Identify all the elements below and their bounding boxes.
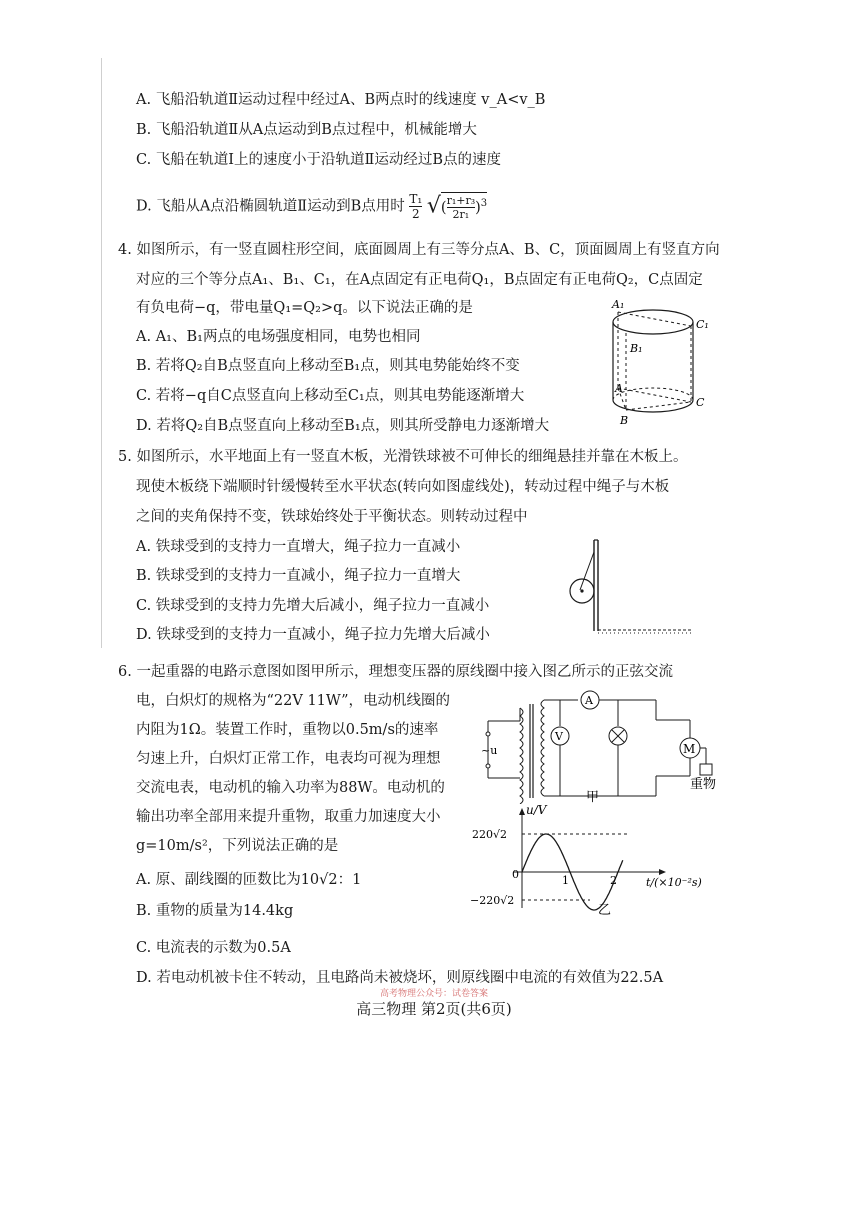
q6-option-b: B. 重物的质量为14.4kg (136, 903, 294, 919)
board-ball-figure (558, 538, 698, 638)
q3-d-fraction (409, 192, 422, 221)
q3-d-inner-num: r₁+r₃ (446, 194, 476, 208)
circuit-figure-jia (478, 686, 728, 804)
origin-label: 0 (512, 868, 519, 881)
q3-option-d (136, 192, 487, 232)
q4-stem-line3: 有负电荷−q，带电量Q₁=Q₂>q。以下说法正确的是 (136, 300, 473, 316)
q3-d-frac-num: T₁ (409, 192, 423, 207)
q4-option-c: C. 若将−q自C点竖直向上移动至C₁点，则其电势能逐渐增大 (136, 388, 525, 404)
label-c1: C₁ (696, 318, 709, 331)
q5-option-c: C. 铁球受到的支持力先增大后减小，绳子拉力一直减小 (136, 598, 490, 614)
q6-option-c: C. 电流表的示数为0.5A (136, 940, 291, 956)
label-b: B (620, 414, 629, 427)
q4-option-a: A. A₁、B₁两点的电场强度相同，电势也相同 (136, 329, 421, 345)
y-tick-positive: 220√2 (472, 828, 508, 841)
sqrt-icon: √ (426, 193, 441, 219)
weight-label: 重物 (690, 777, 717, 792)
y-tick-negative: −220√2 (470, 894, 515, 907)
q6-stem-line3: 内阻为1Ω。装置工作时，重物以0.5m/s的速率 (136, 722, 439, 738)
q5-stem-line3: 之间的夹角保持不变，铁球始终处于平衡状态。则转动过程中 (136, 509, 528, 525)
binding-margin-line (101, 58, 102, 648)
ammeter-label: A (585, 694, 593, 707)
y-axis-label: u/V (526, 803, 547, 817)
label-b1: B₁ (630, 342, 643, 355)
page-footer: 高三物理 第2页(共6页) (356, 1000, 512, 1018)
q3-d-inner-den: 2r₁ (452, 208, 470, 222)
q6-stem-line1: 6. 一起重器的电路示意图如图甲所示，理想变压器的原线圈中接入图乙所示的正弦交流 (118, 664, 673, 680)
cylinder-figure (598, 296, 710, 431)
q5-stem-line1: 5. 如图所示，水平地面上有一竖直木板，光滑铁球被不可伸长的细绳悬挂并靠在木板上。 (118, 449, 688, 465)
q3-option-d-text: D. 飞船从A点沿椭圆轨道Ⅱ运动到B点用时 (136, 198, 405, 215)
q4-stem-line2: 对应的三个等分点A₁、B₁、C₁，在A点固定有正电荷Q₁，B点固定有正电荷Q₂，C点固定 (136, 272, 703, 288)
source-label: ~u (481, 744, 498, 757)
motor-label: M (683, 742, 696, 756)
q6-option-d: D. 若电动机被卡住不转动，且电路尚未被烧坏，则原线圈中电流的有效值为22.5A (136, 970, 664, 986)
q3-option-c: C. 飞船在轨道Ⅰ上的速度小于沿轨道Ⅱ运动经过B点的速度 (136, 152, 502, 168)
q4-option-d: D. 若将Q₂自B点竖直向上移动至B₁点，则其所受静电力逐渐增大 (136, 418, 550, 434)
q4-option-b: B. 若将Q₂自B点竖直向上移动至B₁点，则其电势能始终不变 (136, 358, 520, 374)
q5-option-b: B. 铁球受到的支持力一直减小，绳子拉力一直增大 (136, 568, 461, 584)
q6-stem-line4: 匀速上升，白炽灯正常工作，电表均可视为理想 (136, 751, 441, 767)
q3-d-frac-den: 2 (412, 207, 420, 222)
q6-option-a: A. 原、副线圈的匝数比为10√2：1 (136, 872, 362, 888)
label-a: A (615, 382, 623, 395)
sine-chart-yi (470, 800, 720, 920)
q5-option-d: D. 铁球受到的支持力一直减小，绳子拉力先增大后减小 (136, 627, 490, 643)
q5-option-a: A. 铁球受到的支持力一直增大，绳子拉力一直减小 (136, 539, 461, 555)
q5-stem-line2: 现使木板绕下端顺时针缓慢转至水平状态(转向如图虚线处)，转动过程中绳子与木板 (136, 479, 670, 495)
q6-stem-line7: g=10m/s²，下列说法正确的是 (136, 838, 339, 854)
q6-stem-line6: 输出功率全部用来提升重物，取重力加速度大小 (136, 809, 441, 825)
q6-stem-line2: 电，白炽灯的规格为“22V 11W”，电动机线圈的 (136, 693, 450, 709)
figure-caption-jia: 甲 (586, 790, 600, 804)
watermark-stamp: 高考物理公众号：试卷答案 (379, 989, 488, 999)
figure-caption-yi: 乙 (598, 903, 612, 918)
q3-d-radicand: ( $\frac{\text{r₁+r₃}}{\text{2r₁}}$ )$^3$ (441, 192, 487, 221)
q4-stem-line1: 4. 如图所示，有一竖直圆柱形空间，底面圆周上有三等分点A、B、C，顶面圆周上有竖直方向 (118, 242, 720, 258)
q3-d-inner-fraction (447, 194, 476, 221)
x-tick-1: 1 (562, 874, 569, 887)
weight-box (700, 764, 712, 775)
label-a1: A₁ (612, 298, 625, 311)
label-c: C (696, 396, 705, 409)
q6-stem-line5: 交流电表，电动机的输入功率为88W。电动机的 (136, 780, 445, 796)
q3-d-exponent: 3 (480, 198, 488, 209)
x-tick-2: 2 (610, 874, 617, 887)
q3-option-b: B. 飞船沿轨道Ⅱ从A点运动到B点过程中，机械能增大 (136, 122, 477, 138)
q3-option-a: A. 飞船沿轨道Ⅱ运动过程中经过A、B两点时的线速度 v_A<v_B (136, 92, 546, 108)
voltmeter-label: V (555, 730, 563, 743)
x-axis-label: t/(×10⁻²s) (646, 876, 702, 889)
